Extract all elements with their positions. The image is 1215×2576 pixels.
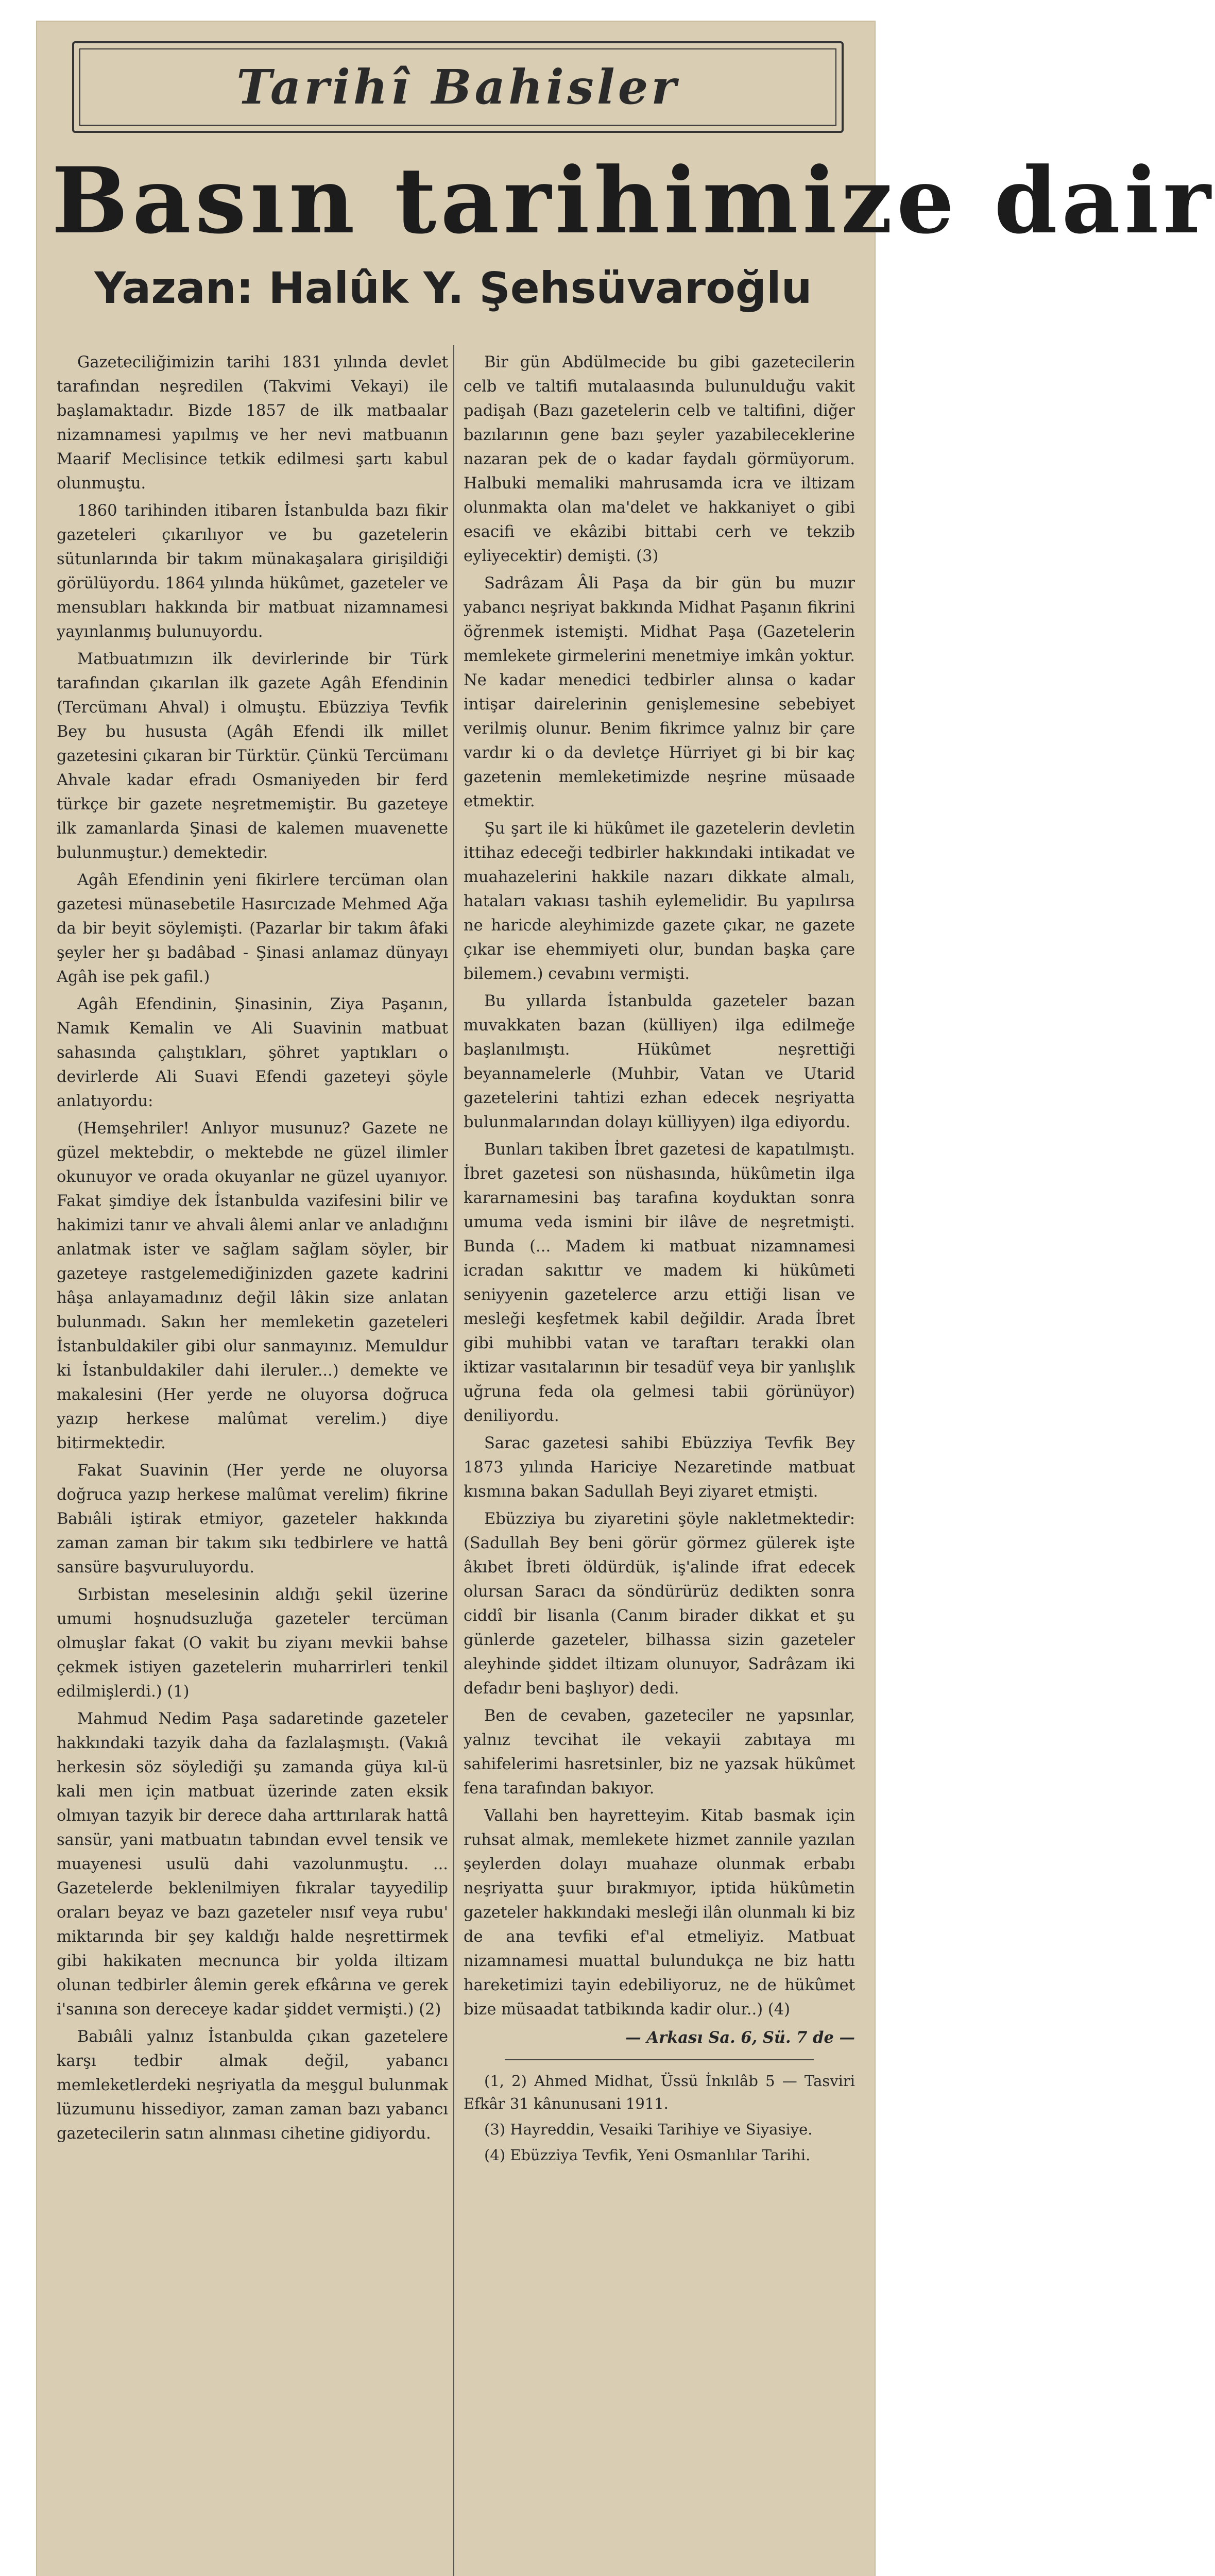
byline: Yazan: Halûk Y. Şehsüvaroğlu: [94, 263, 812, 313]
paragraph: Matbuatımızın ilk devirlerinde bir Türk tarafından çıkarılan ilk gazete Agâh Efendinin (Tercümanı Ahval) i olmuştu. Ebüzziya Tevfik Bey bu hususta (Agâh Efendi ilk millet gazetesini çıkaran bir Türktür. Çünkü Tercümanı Ahvale kadar efradı Osmaniyeden bir ferd türkçe bir gazete neşretmemiştir. Bu gazeteye ilk zamanlarda Şinasi de kalemen muavenette bulunmuştur.) demektedir.: [57, 650, 448, 862]
paragraph: 1860 tarihinden itibaren İstanbulda bazı fikir gazeteleri çıkarılıyor ve bu gazetelerin sütunlarında bir takım münakaşalara girişildiği görülüyordu. 1864 yılında hükûmet, gazeteler ve mensubları hakkında bir matbuat nizamnamesi yayınlanmış bulunuyordu.: [57, 502, 448, 641]
paragraph: Gazeteciliğimizin tarihi 1831 yılında devlet tarafından neşredilen (Takvimi Vekayi) ile başlamaktadır. Bizde 1857 de ilk matbaalar nizamnamesi yapılmış ve her nevi matbuanın Maarif Meclisince tetkik edilmesi şartı kabul olunmuştu.: [57, 353, 448, 493]
paragraph: Ebüzziya bu ziyaretini şöyle nakletmektedir: (Sadullah Bey beni görür görmez gülerek işte âkıbet İbreti öldürdük, iş'alinde ifrat edecek olursan Saracı da söndürürüz dedikten sonra ciddî bir lisanla (Canım birader dikkat et şu günlerde gazeteler, bilhassa sizin gazeteler aleyhinde şiddet iltizam olunuyor, Sadrâzam iki defadır beni başlıyor) dedi.: [464, 1510, 855, 1698]
column-divider: [453, 345, 454, 2576]
headline: Basın tarihimize dair: [52, 147, 1215, 254]
paragraph: Ben de cevaben, gazeteciler ne yapsınlar, yalnız tevcihat ile vekayii zabıtaya mı sahifelerimi hasretsinler, biz ne yazsak hükûmet fena tarafından bakıyor.: [464, 1707, 855, 1798]
footnote: (4) Ebüzziya Tevfik, Yeni Osmanlılar Tarihi.: [484, 2146, 811, 2164]
paragraph: Agâh Efendinin, Şinasinin, Ziya Paşanın, Namık Kemalin ve Ali Suavinin matbuat sahasında çalıştıkları, şöhret yaptıkları o devirlerde Ali Suavi Efendi gazeteyi şöyle anlatıyordu:: [57, 995, 448, 1110]
paragraph: Fakat Suavinin (Her yerde ne oluyorsa doğruca yazıp herkese malûmat verelim) fikrine Babıâli iştirak etmiyor, gazeteler hakkında zaman zaman bir takım sıkı tedbirlere ve hattâ sansüre başvuruluyordu.: [57, 1462, 448, 1577]
footnotes: [464, 2070, 855, 2166]
footnote: (1, 2) Ahmed Midhat, Üssü İnkılâb 5 — Tasviri Efkâr 31 kânunusani 1911.: [464, 2072, 855, 2112]
paragraph: Sarac gazetesi sahibi Ebüzziya Tevfik Bey 1873 yılında Hariciye Nezaretinde matbuat kısmına bakan Sadullah Beyi ziyaret etmişti.: [464, 1434, 855, 1501]
paragraph: Bir gün Abdülmecide bu gibi gazetecilerin celb ve taltifi mutalaasında bulunulduğu vakit padişah (Bazı gazetelerin celb ve taltifini, diğer bazılarının gene bazı şeyler yazabileceklerine nazaran pek de o kadar faydalı görmüyorum. Halbuki memaliki mahrusamda icra ve iltizam olunmakta olan ma'delet ve hakkaniyet o gibi esacifi ve ekâzibi bittabi cerh ve tekzib eyliyecektir) demişti. (3): [464, 353, 855, 565]
paragraph: Mahmud Nedim Paşa sadaretinde gazeteler hakkındaki tazyik daha da fazlalaşmıştı. (Vakıâ herkesin söz söylediği şu zamanda güya kıl-ü kali men için matbuat üzerinde zaten eksik olmıyan tazyik bir derece daha arttırılarak hattâ sansür, yani matbuatın tabından evvel tensik ve muayenesi usulü dahi vazolunmuştu. ... Gazetelerde beklenilmiyen fıkralar tayyedilip oraları beyaz ve bazı gazeteler nısıf veya rubu' miktarında bir şey kaldığı halde neşrettirmek gibi hakikaten mecnunca bir yolda iltizam olunan tedbirler âlemin gerek efkârına ve gerek i'sanına son dereceye kadar şiddet vermişti.) (2): [57, 1710, 448, 2019]
paragraph: Sadrâzam Âli Paşa da bir gün bu muzır yabancı neşriyat bakkında Midhat Paşanın fikrini öğrenmek istemişti. Midhat Paşa (Gazetelerin memlekete girmelerini menetmiye imkân yoktur. Ne kadar menedici tedbirler alınsa o kadar intişar dairelerinin genişlemesine sebebiyet verilmiş olunur. Benim fikrimce yalnız bir çare vardır ki o da devletçe Hürriyet gi bi bir kaç gazetenin memleketimizde neşrine müsaade etmektir.: [464, 574, 855, 810]
paragraph: Agâh Efendinin yeni fikirlere tercüman olan gazetesi münasebetile Hasırcızade Mehmed Ağa da bir beyit söylemişti. (Pazarlar bir takım âfaki şeyler her şı badâbad - Şinasi anlamaz dünyayı Agâh ise pek gafil.): [57, 871, 448, 986]
continuation-note: — Arkası Sa. 6, Sü. 7 de —: [625, 2028, 855, 2047]
paragraph: Bu yıllarda İstanbulda gazeteler bazan muvakkaten bazan (külliyen) ilga edilmeğe başlanılmıştı. Hükûmet neşrettiği beyannamelerle (Muhbir, Vatan ve Utarid gazetelerini tahtizi ezhan edecek neşriyatta bulunmalarından dolayı külliyyen) ilga ediyordu.: [464, 992, 855, 1131]
paragraph: Sırbistan meselesinin aldığı şekil üzerine umumi hoşnudsuzluğa gazeteler tercüman olmuşlar fakat (O vakit bu ziyanı mevkii bahse çekmek istiyen gazetelerin muharrirleri tenkil edilmişlerdi.) (1): [57, 1586, 448, 1701]
rubric-frame: [72, 41, 844, 133]
paragraph: Vallahi ben hayretteyim. Kitab basmak için ruhsat almak, memlekete hizmet zannile yazılan şeylerden dolayı muahaze olunmak erbabı neşriyatta şuur bırakmıyor, iptida hükûmetin gazeteler hakkındaki mesleği ilân olunmalı ki biz de ana tevfiki ef'al etmeliyiz. Matbuat nizamnamesi muattal bulundukça ne biz hattı hareketimizi tayin edebiliyoruz, ne de hükûmet bize müsaadat tatbikında kadir olur..) (4): [464, 1807, 855, 2019]
rubric-title: Tarihî Bahisler: [236, 59, 679, 115]
footnote-divider: [505, 2059, 814, 2060]
paragraph: Bunları takiben İbret gazetesi de kapatılmıştı. İbret gazetesi son nüshasında, hükûmetin ilga kararnamesini baş tarafına koyduktan sonra umuma veda ismini bir ilâve de neşretmişti. Bunda (... Madem ki matbuat nizamnamesi icradan sakıttır ve madem ki hükûmeti seniyyenin gazetelerce arzu ettiği lisan ve mesleği keşfetmek kabil değildir. Arada İbret gibi muhibbi vatan ve taraftarı terakki olan iktizar vasıtalarının bir tesadüf veya bir yanlışlık uğruna feda ola gelmesi tabii görünüyor) deniliyordu.: [464, 1141, 855, 1425]
paragraph: (Hemşehriler! Anlıyor musunuz? Gazete ne güzel mektebdir, o mektebde ne güzel ilimler okunuyor ve orada okuyanlar ne güzel uyanıyor. Fakat şimdiye dek İstanbulda vazifesini bilir ve hakimizi tanır ve ahvali âlemi anlar ve anladığını anlatmak ister ve sağlam sağlam söyler, bir gazeteye rastgelemediğinizden gazete kadrini hâşa anlayamadınız değil lâkin size anlatan bulunmadı. Sakın her memleketin gazeteleri İstanbuldakiler gibi olur sanmayınız. Memuldur ki İstanbuldakiler dahi ileruler...) demekte ve makalesini (Her yerde ne oluyorsa doğruca yazıp herkese malûmat verelim.) diye bitirmektedir.: [57, 1120, 448, 1452]
left-column: [57, 350, 448, 2146]
paragraph: Babıâli yalnız İstanbulda çıkan gazetelere karşı tedbir almak değil, yabancı memleketlerdeki neşriyatla da meşgul bulunmak lüzumunu hissediyor, zaman zaman bazı yabancı gazetecilerin satın alınması cihetine gidiyordu.: [57, 2028, 448, 2143]
right-column: [464, 350, 855, 2166]
newspaper-clipping: [36, 21, 1215, 2576]
paragraph: Şu şart ile ki hükûmet ile gazetelerin devletin ittihaz edeceği tedbirler hakkındaki intikadat ve muahazelerini hakkile nazarı dikkate almalı, hataları vakıası tashih eylemelidir. Bu yapılırsa ne haricde aleyhimizde gazete çıkar, ne gazete çıkar ise ehemmiyeti olur, bundan başka çare bilemem.) cevabını vermişti.: [464, 820, 855, 983]
footnote: (3) Hayreddin, Vesaiki Tarihiye ve Siyasiye.: [484, 2121, 813, 2138]
